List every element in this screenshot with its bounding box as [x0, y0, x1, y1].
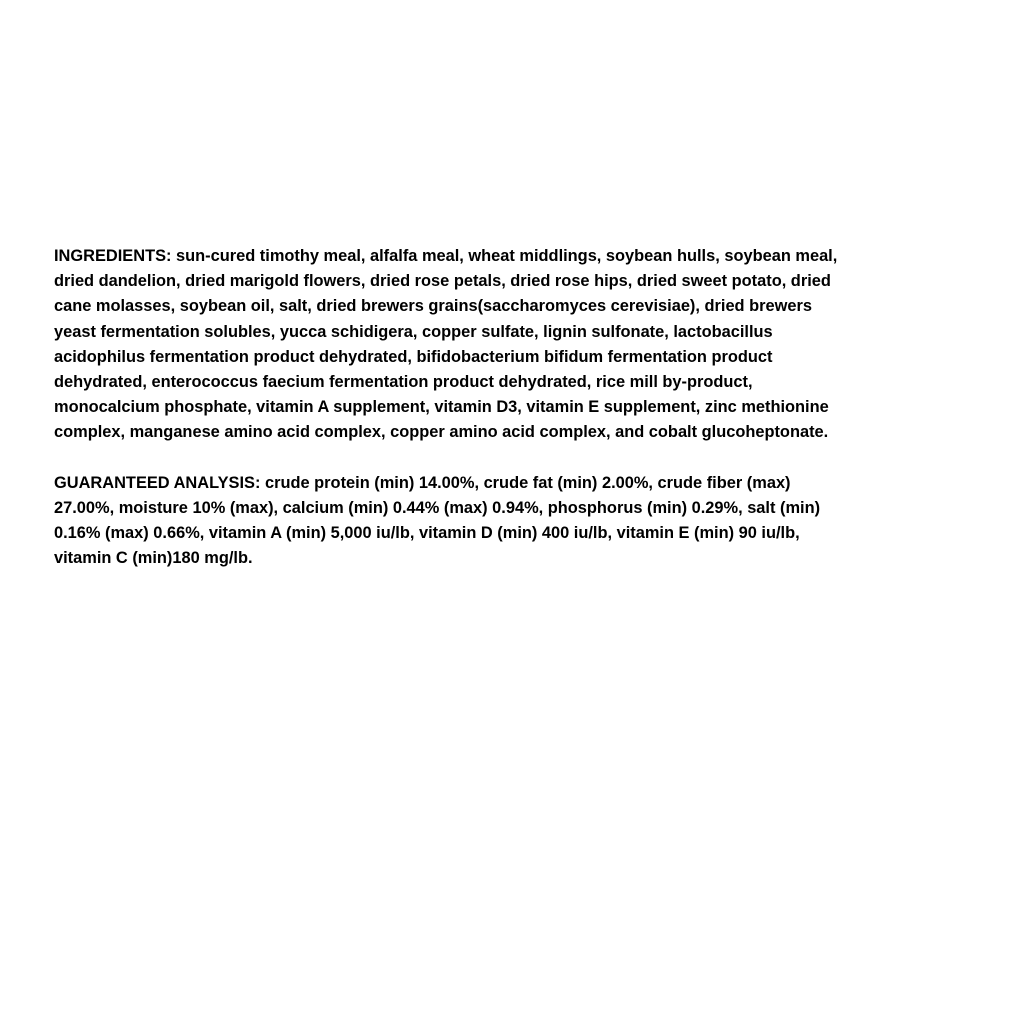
ingredients-line: dehydrated, enterococcus faecium fermentation product dehydrated, rice mill by-product, [54, 373, 753, 392]
ingredients-line: complex, manganese amino acid complex, copper amino acid complex, and cobalt glucoheptonate. [54, 423, 829, 442]
ingredients-line: yeast fermentation solubles, yucca schidigera, copper sulfate, lignin sulfonate, lactobacillus [54, 322, 773, 341]
analysis-line: vitamin C (min)180 mg/lb. [54, 549, 253, 568]
analysis-line: 0.16% (max) 0.66%, vitamin A (min) 5,000 iu/lb, vitamin D (min) 400 iu/lb, vitamin E (min) 90 iu/lb, [54, 524, 800, 543]
label-text-block [54, 244, 920, 572]
guaranteed-analysis-paragraph [54, 471, 920, 572]
ingredients-line: cane molasses, soybean oil, salt, dried brewers grains(saccharomyces cerevisiae), dried brewers [54, 297, 812, 316]
analysis-line: GUARANTEED ANALYSIS: crude protein (min) 14.00%, crude fat (min) 2.00%, crude fiber (max) [54, 473, 791, 492]
ingredients-line: dried dandelion, dried marigold flowers, dried rose petals, dried rose hips, dried sweet potato, dried [54, 272, 831, 291]
ingredients-line: INGREDIENTS: sun-cured timothy meal, alfalfa meal, wheat middlings, soybean hulls, soybean meal, [54, 247, 838, 265]
ingredients-line: acidophilus fermentation product dehydrated, bifidobacterium bifidum fermentation product [54, 347, 773, 366]
analysis-line: 27.00%, moisture 10% (max), calcium (min) 0.44% (max) 0.94%, phosphorus (min) 0.29%, salt (min) [54, 499, 821, 518]
ingredients-line: monocalcium phosphate, vitamin A supplement, vitamin D3, vitamin E supplement, zinc methionine [54, 398, 829, 417]
paragraph-spacer [54, 446, 920, 471]
ingredients-paragraph [54, 244, 920, 446]
